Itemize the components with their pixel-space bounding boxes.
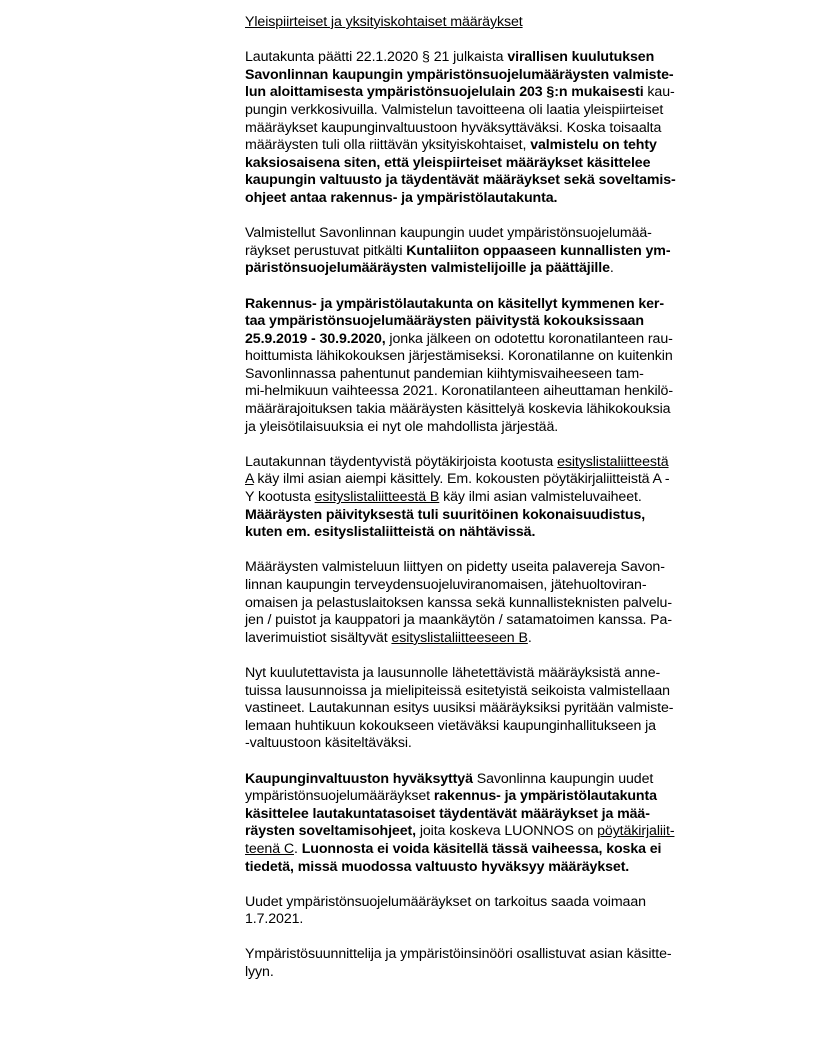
bold-text: Luonnosta ei voida käsitellä tässä vaiheessa, koska ei [301,840,662,857]
bold-text: Määräysten päivityksestä tuli suuritöinen kokonaisuudistus, [245,506,646,523]
bold-text: Kaupunginvaltuuston hyväksyttyä [245,770,473,787]
bold-text: päristönsuojelumääräysten valmistelijoille ja päättäjille [245,260,610,277]
attachment-link[interactable]: esityslistaliitteestä B [314,489,440,506]
bold-text: kaksiosaisena siten, että yleispiirteiset määräykset käsittelee [245,154,651,171]
text-line [245,964,745,982]
text-line [245,348,745,366]
text-line [245,595,745,613]
text-line [245,946,745,964]
text-line [245,788,745,806]
text-line [245,559,745,577]
text-run: kau- [643,84,675,101]
paragraph [245,559,745,647]
text-line [245,524,745,542]
bold-text: Kuntaliiton oppaaseen kunnallisten ym- [406,242,671,259]
text-line [245,137,745,155]
text-line [245,577,745,595]
text-run: ympäristönsuojelumääräykset [245,788,434,805]
text-line [245,665,745,683]
text-run: Nyt kuulutettavista ja lausunnolle lähetettävistä määräyksistä anne- [245,664,661,681]
bold-text: Rakennus- ja ympäristölautakunta on käsitellyt kymmenen ker- [245,295,664,312]
text-line [245,401,745,419]
text-run: määräykset kaupunginvaltuustoon hyväksyttäväksi. Koska toisaalta [245,119,662,136]
bold-text: rakennus- ja ympäristölautakunta [433,788,657,805]
text-run: Y kootusta [245,489,315,506]
text-run: määrärajoituksen takia määräysten käsittelyä koskevia lähikokouksia [245,401,671,418]
text-line [245,806,745,824]
bold-text: 25.9.2019 - 30.9.2020, [245,330,386,347]
bold-text: valmistelu on tehty [530,137,657,154]
paragraph [245,49,745,207]
text-line [245,894,745,912]
text-line [245,489,745,507]
text-run: hoittumista lähikokouksen järjestämiseksi. Koronatilanne on kuitenkin [245,348,673,365]
text-run: Ympäristösuunnittelija ja ympäristöinsinööri osallistuvat asian käsitte- [245,946,672,963]
bold-text: kaupungin valtuusto ja täydentävät määräykset sekä soveltamis- [245,172,676,189]
text-run: linnan kaupungin terveydensuojeluviranomaisen, jätehuoltoviran- [245,577,647,593]
text-run: lemaan huhtikuun kokoukseen vietäväksi kaupunginhallitukseen ja [245,717,656,734]
text-run: omaisen ja pelastuslaitoksen kanssa sekä kunnallisteknisten palvelu- [245,594,672,611]
bold-text: lun aloittamisesta ympäristönsuojelulain 203 §:n mukaisesti [245,84,644,101]
paragraph [245,296,745,437]
text-line [245,507,745,525]
text-line [245,735,745,753]
text-line [245,313,745,331]
text-line [245,859,745,877]
text-run: Uudet ympäristönsuojelumääräykset on tarkoitus saada voimaan [245,893,646,910]
text-run: -valtuustoon käsiteltäväksi. [245,735,412,752]
bold-text: käsittelee lautakuntatasoiset täydentävät määräykset ja mää- [245,805,650,822]
text-run: . [294,840,302,857]
text-run: 1.7.2021. [245,911,304,928]
text-run: määräysten tuli olla riittävän yksityiskohtaiset, [245,137,531,154]
text-line [245,49,745,67]
text-run: mi-helmikuun vaihteessa 2021. Koronatilanteen aiheuttaman henkilö- [245,383,673,400]
text-line [245,700,745,718]
text-run: käy ilmi asian valmisteluvaiheet. [439,489,642,506]
text-run: vastineet. Lautakunnan esitys uusiksi määräyksiksi pyritään valmiste- [245,700,674,717]
text-line [245,190,745,208]
bold-text: ohjeet antaa rakennus- ja ympäristölautakunta. [245,189,558,206]
text-line [245,366,745,384]
text-line [245,718,745,736]
bold-text: räysten soveltamisohjeet, [245,823,416,840]
text-run: Määräysten valmisteluun liittyen on pidetty useita palavereja Savon- [245,559,665,576]
text-line [245,84,745,102]
text-run: . [527,629,532,646]
text-run: joita koskeva LUONNOS on [415,823,598,840]
text-line [245,155,745,173]
text-line [245,419,745,437]
text-line [245,296,745,314]
text-line [245,102,745,120]
text-line [245,841,745,859]
text-line [245,471,745,489]
attachment-link[interactable]: esityslistaliitteestä [557,453,669,470]
text-run: laverimuistiot sisältyvät [245,629,392,646]
paragraph [245,225,745,278]
paragraph-list [245,49,745,981]
bold-text: kuten em. esityslistaliitteistä on nähtävissä. [245,524,536,541]
text-run: pungin verkkosivuilla. Valmistelun tavoitteena oli laatia yleispiirteiset [245,101,664,118]
paragraph [245,771,745,877]
paragraph [245,946,745,981]
attachment-link[interactable]: esityslistaliitteeseen B [391,629,528,646]
text-run: Savonlinnassa pahentunut pandemian kiihtymisvaiheeseen tam- [245,365,644,382]
document-body [245,14,745,999]
text-line [245,67,745,85]
text-line [245,243,745,261]
text-line [245,630,745,648]
text-run: Savonlinna kaupungin uudet [472,770,654,787]
text-line [245,172,745,190]
text-run: tuissa lausunnoissa ja mielipiteissä esitetyistä seikoista valmistellaan [245,682,670,699]
bold-text: taa ympäristönsuojelumääräysten päivitystä kokouksissaan [245,313,644,330]
text-run: Valmistellut Savonlinnan kaupungin uudet ympäristönsuojelumää- [245,225,652,242]
text-run: ja yleisötilaisuuksia ei nyt ole mahdollista järjestää. [245,418,559,435]
text-run: lyyn. [245,964,274,981]
paragraph [245,894,745,929]
paragraph [245,665,745,753]
text-line [245,331,745,349]
text-run: jen / puistot ja kauppatori ja maankäytön / satamatoimen kanssa. Pa- [245,612,672,629]
text-run: Lautakunnan täydentyvistä pöytäkirjoista kootusta [245,453,558,470]
attachment-link[interactable]: A [245,471,254,488]
bold-text: Savonlinnan kaupungin ympäristönsuojelumääräysten valmiste- [245,66,674,83]
section-heading-text: Yleispiirteiset ja yksityiskohtaiset määräykset [245,14,523,30]
text-line [245,383,745,401]
text-line [245,823,745,841]
text-line [245,225,745,243]
section-heading [245,14,745,32]
text-line [245,454,745,472]
text-line [245,612,745,630]
text-line [245,260,745,278]
text-run: Lautakunta päätti 22.1.2020 § 21 julkaista [245,49,508,66]
attachment-link[interactable]: teenä C [245,840,294,857]
attachment-link[interactable]: pöytäkirjaliit- [597,823,675,840]
text-run: käy ilmi asian aiempi käsittely. Em. kokousten pöytäkirjaliitteistä A - [253,471,670,488]
bold-text: tiedetä, missä muodossa valtuusto hyväksyy määräykset. [245,858,630,875]
text-line [245,771,745,789]
text-line [245,911,745,929]
text-line [245,120,745,138]
text-run: räykset perustuvat pitkälti [245,242,407,259]
text-run: jonka jälkeen on odotettu koronatilanteen rau- [385,330,673,347]
text-line [245,683,745,701]
bold-text: virallisen kuulutuksen [507,49,655,66]
text-run: . [609,260,614,277]
paragraph [245,454,745,542]
